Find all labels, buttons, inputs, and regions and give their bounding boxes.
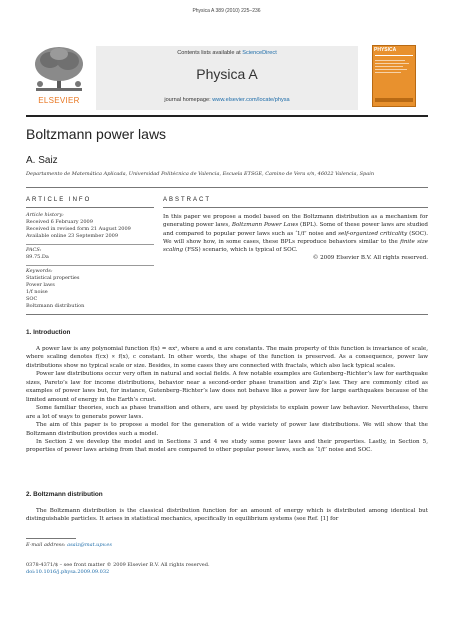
keyword-item: Power laws [26, 281, 55, 288]
abstract-italic: Boltzmann Power Laws [231, 222, 299, 229]
section-body [26, 345, 428, 455]
contents-line [96, 50, 358, 56]
footnote-rule [26, 538, 76, 539]
keyword-item: Statistical properties [26, 274, 80, 281]
homepage-prefix: journal homepage: [164, 97, 213, 103]
email-link[interactable]: asaiz@mat.upv.es [67, 542, 112, 548]
online-date: Available online 23 September 2009 [26, 232, 119, 239]
email-label: E-mail address: [26, 542, 68, 548]
abstract-rule [163, 207, 428, 208]
paragraph: The aim of this paper is to propose a model for the generation of a wide variety of power law distributions. We will show that the Boltzmann distribution provides such a model. [26, 422, 428, 437]
abstract-text [163, 213, 428, 254]
cover-title: PHYSICA [374, 47, 397, 53]
abstract-part: In this paper we propose a model based on the Boltzmann distribution as a mechanism for generating power laws, [163, 214, 428, 229]
paragraph: In Section 2 we develop the model and in Sections 3 and 4 we study some power laws and their properties. Lastly, in Section 5, properties of power laws arising from that model are compared to other popular power laws, such as ‘1/f’ noise and SOC. [26, 438, 428, 454]
paragraph: The Boltzmann distribution is the classical distribution function for an amount of energy which is distributed among identical but distinguishable particles. It arises in statistical mechanics, specifically in equilibrium systems (see Ref. [1] for [26, 508, 428, 523]
author: A. Saiz [26, 155, 58, 166]
sciencedirect-link[interactable]: ScienceDirect [242, 50, 277, 56]
pacs-label: PACS: [26, 246, 42, 253]
history-label: Article history: [26, 212, 64, 218]
section-body [26, 507, 428, 524]
section-heading: 1. Introduction [26, 329, 71, 336]
abstract-italic: self-organized criticality [338, 230, 408, 237]
abstract-part: (BPL). Some of these power laws are studied and compared to popular power laws such as ‘1/f’ noise and [163, 222, 429, 237]
homepage-line [96, 97, 358, 103]
received-date: Received 6 February 2009 [26, 218, 93, 225]
doi-link[interactable]: doi:10.1016/j.physa.2009.09.032 [26, 568, 110, 575]
abstract-part: (FSS) scenario, which is typical of SOC. [183, 247, 298, 254]
affiliation-rule [26, 187, 428, 188]
homepage-link[interactable]: www.elsevier.com/locate/physa [212, 97, 290, 103]
keywords-label: Keywords: [26, 268, 53, 275]
abstract-copyright: © 2009 Elsevier B.V. All rights reserved. [312, 255, 428, 261]
article-info-heading: ARTICLE INFO [26, 197, 92, 203]
revised-date: Received in revised form 21 August 2009 [26, 225, 131, 232]
abstract-part: (SOC). We will show how, in some cases, these BPLs reproduce behaviors similar to the [163, 230, 428, 245]
footnote-issn [26, 562, 428, 576]
contents-prefix: Contents lists available at [177, 50, 243, 56]
paper-title: Boltzmann power laws [26, 126, 167, 142]
journal-cover-thumbnail [372, 45, 416, 107]
affiliation: Departamento de Matemática Aplicada, Universidad Politécnica de Valencia, Escuela ETSGE, Camino de Vera s/n, 46022 Valencia, Spain [26, 171, 375, 177]
abstract-italic: finite size scaling [163, 238, 428, 254]
issn-line: 0378-4371/$ – see front matter © 2009 Elsevier B.V. All rights reserved. [26, 562, 210, 568]
keyword-item: SOC [26, 295, 38, 302]
elsevier-logo-text: ELSEVIER [38, 96, 80, 105]
journal-name: Physica A [196, 66, 258, 82]
pacs-code: 89.75.Da [26, 253, 49, 260]
paragraph: A power law is any polynomial function f(x) = αxᵃ, where a and α are constants. The main property of this function is invariance of scale, where scaling denotes f(cx) ∝ f(x), c constant. In other words, the shape of the function is preserved. As a consequence, power law distributions show no typical scale or size. Besides, in some cases they are connected with fractals, which also lack typical scales. [26, 346, 428, 369]
paragraph: Power law distributions occur very often in natural and social fields. A few notable examples are Gutenberg–Richter’s law for earthquake sizes, Pareto’s law for income distributions, behavior near a second-order phase transition and Zip’s law. They are commonly cited as examples of power laws but, for instance, Gutenberg–Richter’s law does not behave like a power law for large earthquakes because of the limited amount of energy in the Earth’s crust. [26, 371, 428, 403]
footnote-email [26, 542, 428, 549]
journal-citation: Physica A 389 (2010) 225–236 [192, 8, 261, 14]
keyword-item: 1/f noise [26, 288, 48, 295]
abstract-heading: ABSTRACT [163, 197, 212, 203]
section-heading: 2. Boltzmann distribution [26, 491, 103, 498]
article-info-rule [26, 207, 154, 208]
abstract-bottom-rule [26, 314, 428, 315]
keyword-item: Boltzmann distribution [26, 302, 85, 309]
header-rule [26, 115, 428, 117]
paragraph: Some familiar theories, such as phase transition and others, are used by physicists to explain power law behavior. Nevertheless, there are a lot of ways to generate power laws. [26, 405, 428, 420]
article-info-block [26, 212, 154, 309]
